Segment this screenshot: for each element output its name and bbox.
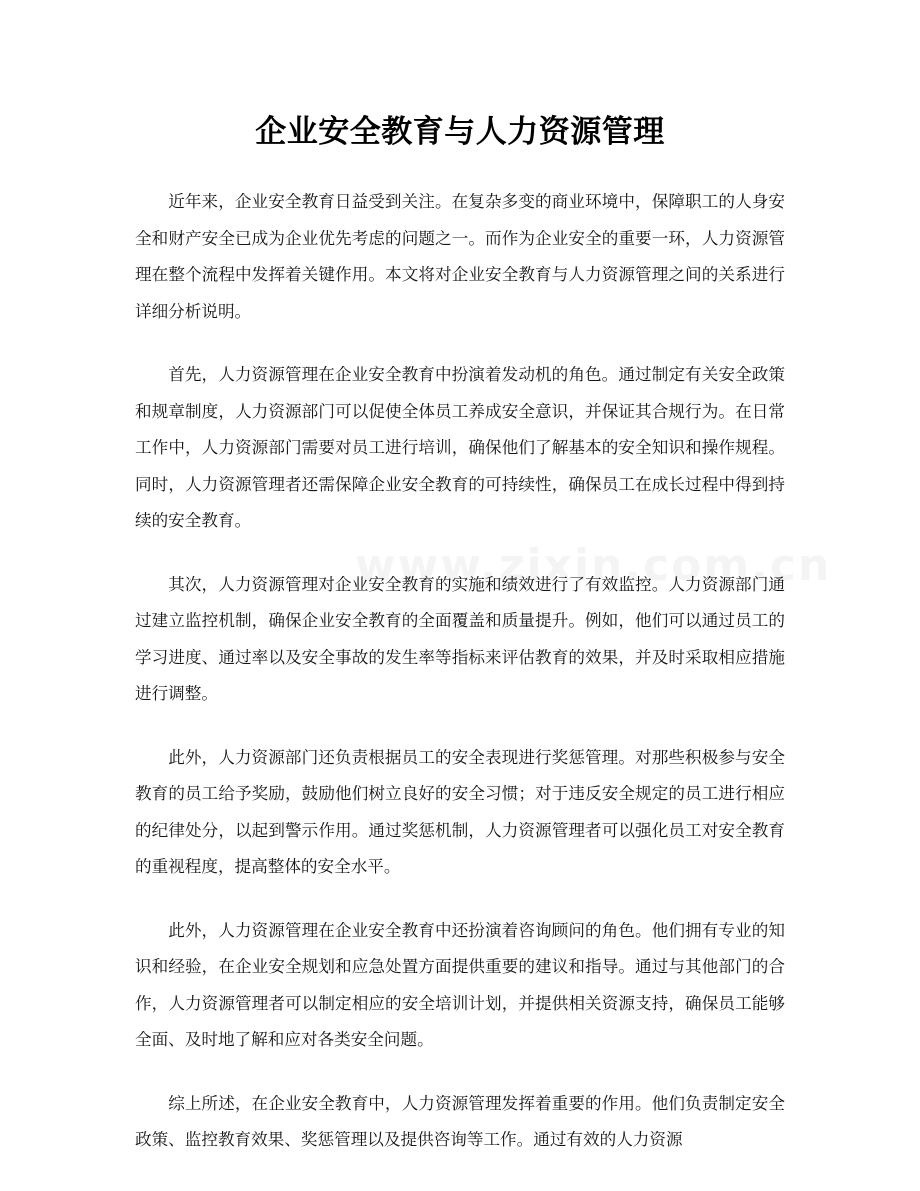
paragraph-4: 此外，人力资源部门还负责根据员工的安全表现进行奖惩管理。对那些积极参与安全教育的员工给予奖励，鼓励他们树立良好的安全习惯；对于违反安全规定的员工进行相应的纪律处分，以起到警示作用。通过奖惩机制，人力资源管理者可以强化员工对安全教育的重视程度，提高整体的安全水平。	[135, 747, 785, 876]
paragraph-6: 综上所述，在企业安全教育中，人力资源管理发挥着重要的作用。他们负责制定安全政策、监控教育效果、奖惩管理以及提供咨询等工作。通过有效的人力资源	[135, 1093, 785, 1149]
paragraph-2: 首先，人力资源管理在企业安全教育中扮演着发动机的角色。通过制定有关安全政策和规章制度，人力资源部门可以促使全体员工养成安全意识，并保证其合规行为。在日常工作中，人力资源部门需要对员工进行培训，确保他们了解基本的安全知识和操作规程。同时，人力资源管理者还需保障企业安全教育的可持续性，确保员工在成长过程中得到持续的安全教育。	[135, 365, 785, 530]
paragraph-5: 此外，人力资源管理在企业安全教育中还扮演着咨询顾问的角色。他们拥有专业的知识和经验，在企业安全规划和应急处置方面提供重要的建议和指导。通过与其他部门的合作，人力资源管理者可以制定相应的安全培训计划，并提供相关资源支持，确保员工能够全面、及时地了解和应对各类安全问题。	[135, 920, 785, 1049]
document-title: 企业安全教育与人力资源管理	[255, 114, 665, 150]
document-body	[135, 184, 785, 1186]
paragraph-1: 近年来，企业安全教育日益受到关注。在复杂多变的商业环境中，保障职工的人身安全和财产安全已成为企业优先考虑的问题之一。而作为企业安全的重要一环，人力资源管理在整个流程中发挥着关键作用。本文将对企业安全教育与人力资源管理之间的关系进行详细分析说明。	[135, 192, 785, 321]
paragraph-3: 其次，人力资源管理对企业安全教育的实施和绩效进行了有效监控。人力资源部门通过建立监控机制，确保企业安全教育的全面覆盖和质量提升。例如，他们可以通过员工的学习进度、通过率以及安全事故的发生率等指标来评估教育的效果，并及时采取相应措施进行调整。	[135, 574, 785, 703]
